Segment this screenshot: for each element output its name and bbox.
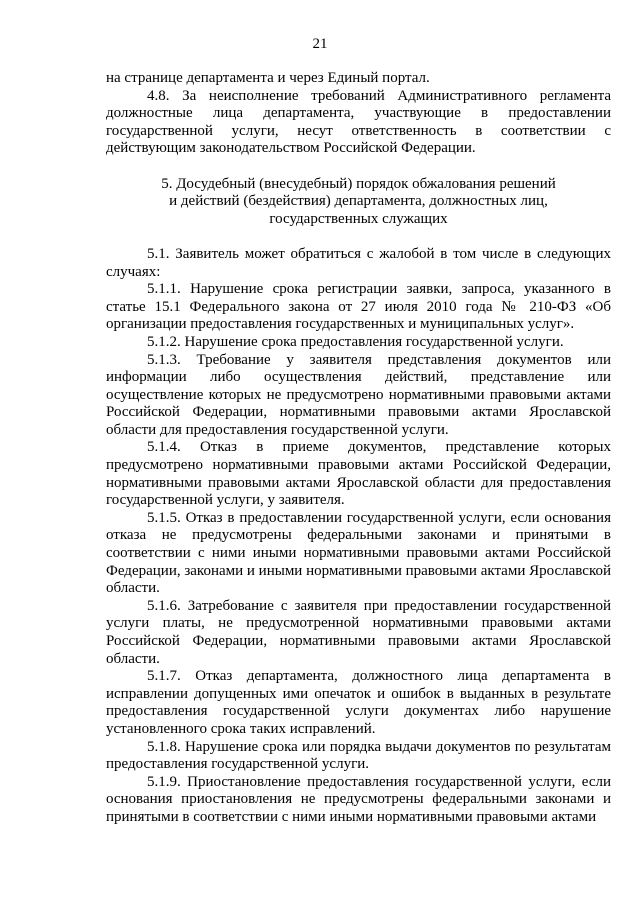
section-heading-line: 5. Досудебный (внесудебный) порядок обжалования решений: [161, 175, 556, 192]
section-heading: [106, 176, 611, 229]
paragraph-5-1-8: 5.1.8. Нарушение срока или порядка выдачи документов по результатам предоставления государственной услуги.: [106, 738, 611, 773]
paragraph-5-1-7: 5.1.7. Отказ департамента, должностного лица департамента в исправлении допущенных ими опечаток и ошибок в выданных в результате предоставления государственной услуги документах либо нарушение установленного срока таких исправлений.: [106, 668, 611, 737]
page-number: 21: [312, 36, 328, 52]
paragraph-5-1-5: 5.1.5. Отказ в предоставлении государственной услуги, если основания отказа не предусмотрены федеральными законами и принятыми в соответствии с ними иными нормативными правовыми актами Российской Федерации, законами и иными нормативными правовыми актами Ярославской области.: [106, 509, 611, 597]
section-heading-line: государственных служащих: [269, 210, 448, 227]
paragraph-5-1-1: 5.1.1. Нарушение срока регистрации заявки, запроса, указанного в статье 15.1 Федерального закона от 27 июля 2010 года № 210-ФЗ «Об организации предоставления государственных и муниципальных услуг».: [106, 281, 611, 333]
paragraph-4-8: 4.8. За неисполнение требований Административного регламента должностные лица департамента, участвующие в предоставлении государственной услуги, несут ответственность в соответствии с действующим законодательством Российской Федерации.: [106, 87, 611, 157]
document-body: [106, 70, 611, 827]
paragraph-5-1-9: 5.1.9. Приостановление предоставления государственной услуги, если основания приостановления не предусмотрены федеральными законами и принятыми в соответствии с ними иными нормативными правовыми актами: [106, 773, 611, 825]
paragraph-5-1-2: 5.1.2. Нарушение срока предоставления государственной услуги.: [147, 333, 564, 350]
paragraph-5-1: 5.1. Заявитель может обратиться с жалобой в том числе в следующих случаях:: [106, 245, 611, 280]
paragraph-5-1-3: 5.1.3. Требование у заявителя представления документов или информации либо осуществления действий, представление или осуществление которых не предусмотрено нормативными правовыми актами Российской Федерации, нормативными правовыми актами Ярославской области для предоставления государственной услуги.: [106, 351, 611, 438]
section-heading-line: и действий (бездействия) департамента, должностных лиц,: [169, 193, 548, 210]
paragraph-5-1-4: 5.1.4. Отказ в приеме документов, представление которых предусмотрено нормативными правовыми актами Российской Федерации, нормативными правовыми актами Ярославской области для предоставления государственной услуги, у заявителя.: [106, 439, 611, 509]
paragraph-continuation: на странице департамента и через Единый портал.: [106, 70, 430, 86]
paragraph-5-1-6: 5.1.6. Затребование с заявителя при предоставлении государственной услуги платы, не предусмотренной нормативными правовыми актами Российской Федерации, нормативными правовыми актами Ярославской области.: [106, 597, 611, 667]
